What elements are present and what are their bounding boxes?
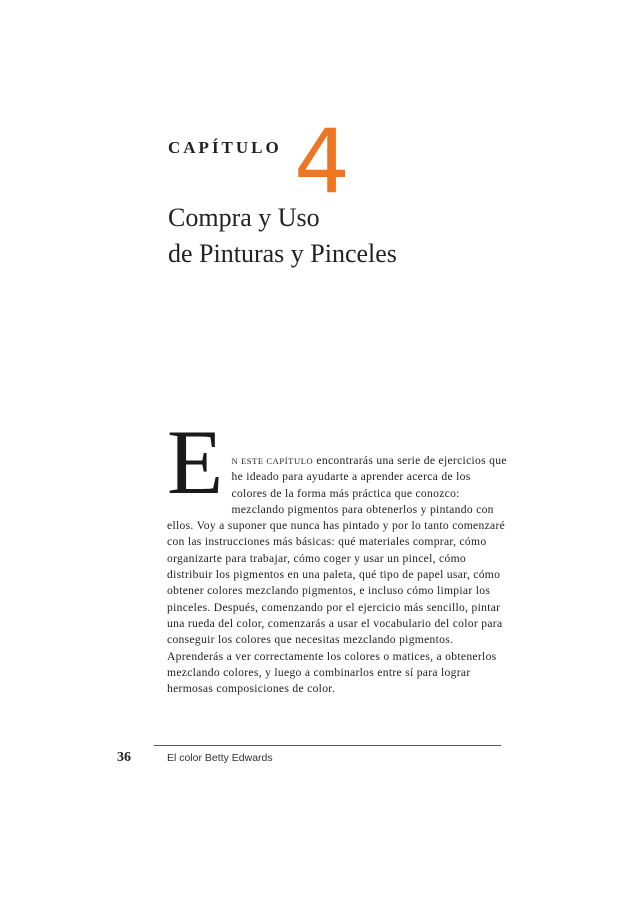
drop-cap: E	[167, 411, 224, 513]
footer-rule	[154, 745, 501, 746]
body-text: encontrarás una serie de ejercicios que he ideado para ayudarte a aprender acerca de los colores de la forma más práctica que conozco: mezclando pigmentos para obtenerlos y pintando con ellos. Voy a suponer que nunca has pintado y por lo tanto comenzaré con las instrucciones más básicas: qué materiales comprar, cómo organizarte para trabajar, cómo coger y usar un pincel, cómo distribuir los pigmentos en una paleta, qué tipo de papel usar, cómo obtener colores mezclando pigmentos, e incluso cómo limpiar los pinceles. Después, comenzando por el ejercicio más sencillo, pintar una rueda del color, comenzarás a usar el vocabulario del color para conseguir los colores que necesitas mezclando pigmentos. Aprenderás a ver correctamente los colores o matices, a obtenerlos mezclando colores, y luego a combinarlos entre sí para lograr hermosas composiciones de color.	[167, 454, 507, 696]
chapter-number: 4	[294, 110, 350, 213]
body-paragraph	[167, 411, 507, 697]
chapter-title	[168, 200, 397, 272]
footer-book-title: El color Betty Edwards	[167, 752, 273, 764]
chapter-title-line-1: Compra y Uso	[168, 203, 320, 232]
smallcaps-intro: N ESTE CAPÍTULO	[231, 456, 314, 466]
chapter-title-line-2: de Pinturas y Pinceles	[168, 239, 397, 268]
chapter-label: CAPÍTULO	[168, 138, 282, 157]
page-number: 36	[117, 750, 131, 765]
